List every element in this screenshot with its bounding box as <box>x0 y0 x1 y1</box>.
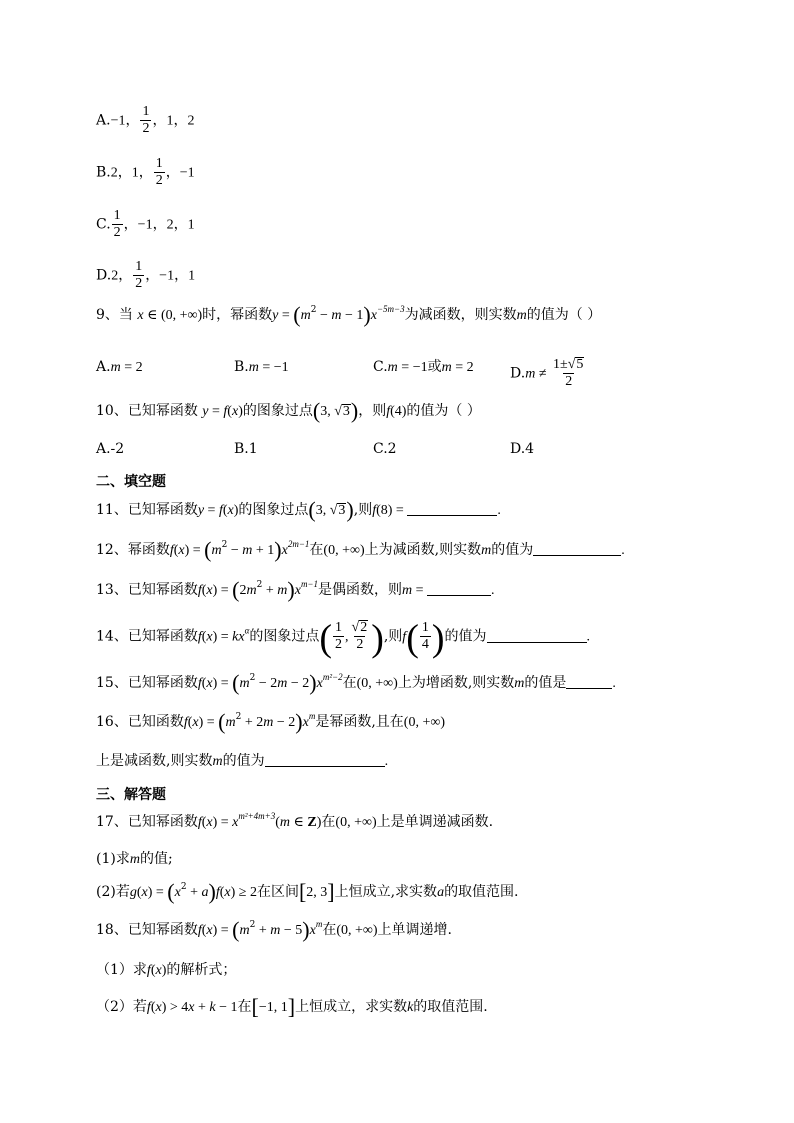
q10-option-b[interactable]: B.1 <box>234 441 258 457</box>
q16-line2: 上是减函数,则实数m的值为 . <box>96 753 389 769</box>
q18-part1: （1）求f(x)的解析式； <box>96 962 237 978</box>
section-heading-fill-in: 二、填空题 <box>96 474 166 490</box>
q8-option-b[interactable]: B.2，1， $\frac{1}{2}$ ，−1 <box>96 156 195 188</box>
q9-option-b[interactable]: B.m = −1 <box>234 359 289 375</box>
q10-option-d[interactable]: D.4 <box>510 441 535 457</box>
answer-blank[interactable] <box>265 752 385 767</box>
q8-option-a[interactable]: A.−1， $\frac{1}{2}$ ，1，2 <box>96 104 195 136</box>
q8-option-c[interactable]: C. $\frac{1}{2}$ ，−1，2，1 <box>96 208 195 240</box>
fraction-one-half: $\frac{1}{2}$ <box>155 156 163 188</box>
q10-option-a[interactable]: A.-2 <box>96 441 125 457</box>
q10-stem: 10、已知幂函数 y = f(x)的图象过点(3, √3)，则f(4)的值为（ ） <box>96 398 481 423</box>
q17-part2: (2)若$g(x) = (x^2 + a)f(x) \ge 2$在区间[2, 3]上恒成立,求实数a的取值范围. <box>96 879 519 904</box>
q14: 14、已知幂函数$f(x) = kx^\alpha$的图象过点( $\frac{1}{2}$ , $\frac{√2}{2}$ ),则f( $\frac{1}{4}$ )的值为 . <box>96 617 590 660</box>
q10-option-c[interactable]: C.2 <box>373 441 397 457</box>
q13: 13、已知幂函数$f(x) = (2m^2 + m)x^{m-1}$是偶函数，则m = . <box>96 577 495 602</box>
fraction-one-half: $\frac{1}{2}$ <box>113 208 121 240</box>
fraction-one-half: $\frac{1}{2}$ <box>135 259 143 291</box>
answer-blank[interactable] <box>487 628 587 643</box>
answer-blank[interactable] <box>407 501 497 516</box>
answer-blank[interactable] <box>427 581 491 596</box>
answer-blank[interactable] <box>566 674 612 689</box>
q18: 18、已知幂函数$f(x) = (m^2 + m - 5)x^m$在(0, +∞)上单调递增. <box>96 917 452 942</box>
q16: 16、已知函数$f(x) = (m^2 + 2m - 2)x^m$是幂函数,且在(0, +∞) <box>96 709 445 734</box>
q9-option-c[interactable]: C.m = −1或m = 2 <box>373 359 474 375</box>
answer-blank[interactable] <box>533 541 621 556</box>
q17: 17、已知幂函数$f(x) = x^{m^2+4m+3}(m$ ∈ Z)在(0, +∞)上是单调递减函数. <box>96 811 494 830</box>
q12: 12、幂函数$f(x) = (m^2 - m + 1)x^{2m-1}$在(0, +∞)上为减函数,则实数m的值为 . <box>96 537 625 562</box>
fraction-one-half: $\frac{1}{2}$ <box>142 104 150 136</box>
q18-part2: （2）若f(x) > 4x + k − 1在[−1, 1]上恒成立，求实数k的取值范围. <box>96 994 488 1019</box>
q17-part1: (1)求m的值; <box>96 851 173 867</box>
q9-option-d[interactable]: D.m ≠ $\frac{1\pm√5}{2}$ <box>510 357 584 389</box>
section-heading-answer: 三、解答题 <box>96 787 166 803</box>
q11: 11、已知幂函数y = f(x)的图象过点(3, √3),则f(8) = . <box>96 497 501 522</box>
q8-option-d[interactable]: D.2， $\frac{1}{2}$ ，−1，1 <box>96 259 196 291</box>
q9-option-a[interactable]: A.m = 2 <box>96 359 143 375</box>
q15: 15、已知幂函数$f(x) = (m^2 - 2m - 2)x^{m^2-2}$在(0, +∞)上为增函数,则实数m的值是 . <box>96 670 616 695</box>
q9-stem: 9、当 x ∈ (0, +∞)时，幂函数$y = (m^2 - m - 1)x^{-5m-3}$为减函数，则实数m的值为（ ） <box>96 302 602 327</box>
